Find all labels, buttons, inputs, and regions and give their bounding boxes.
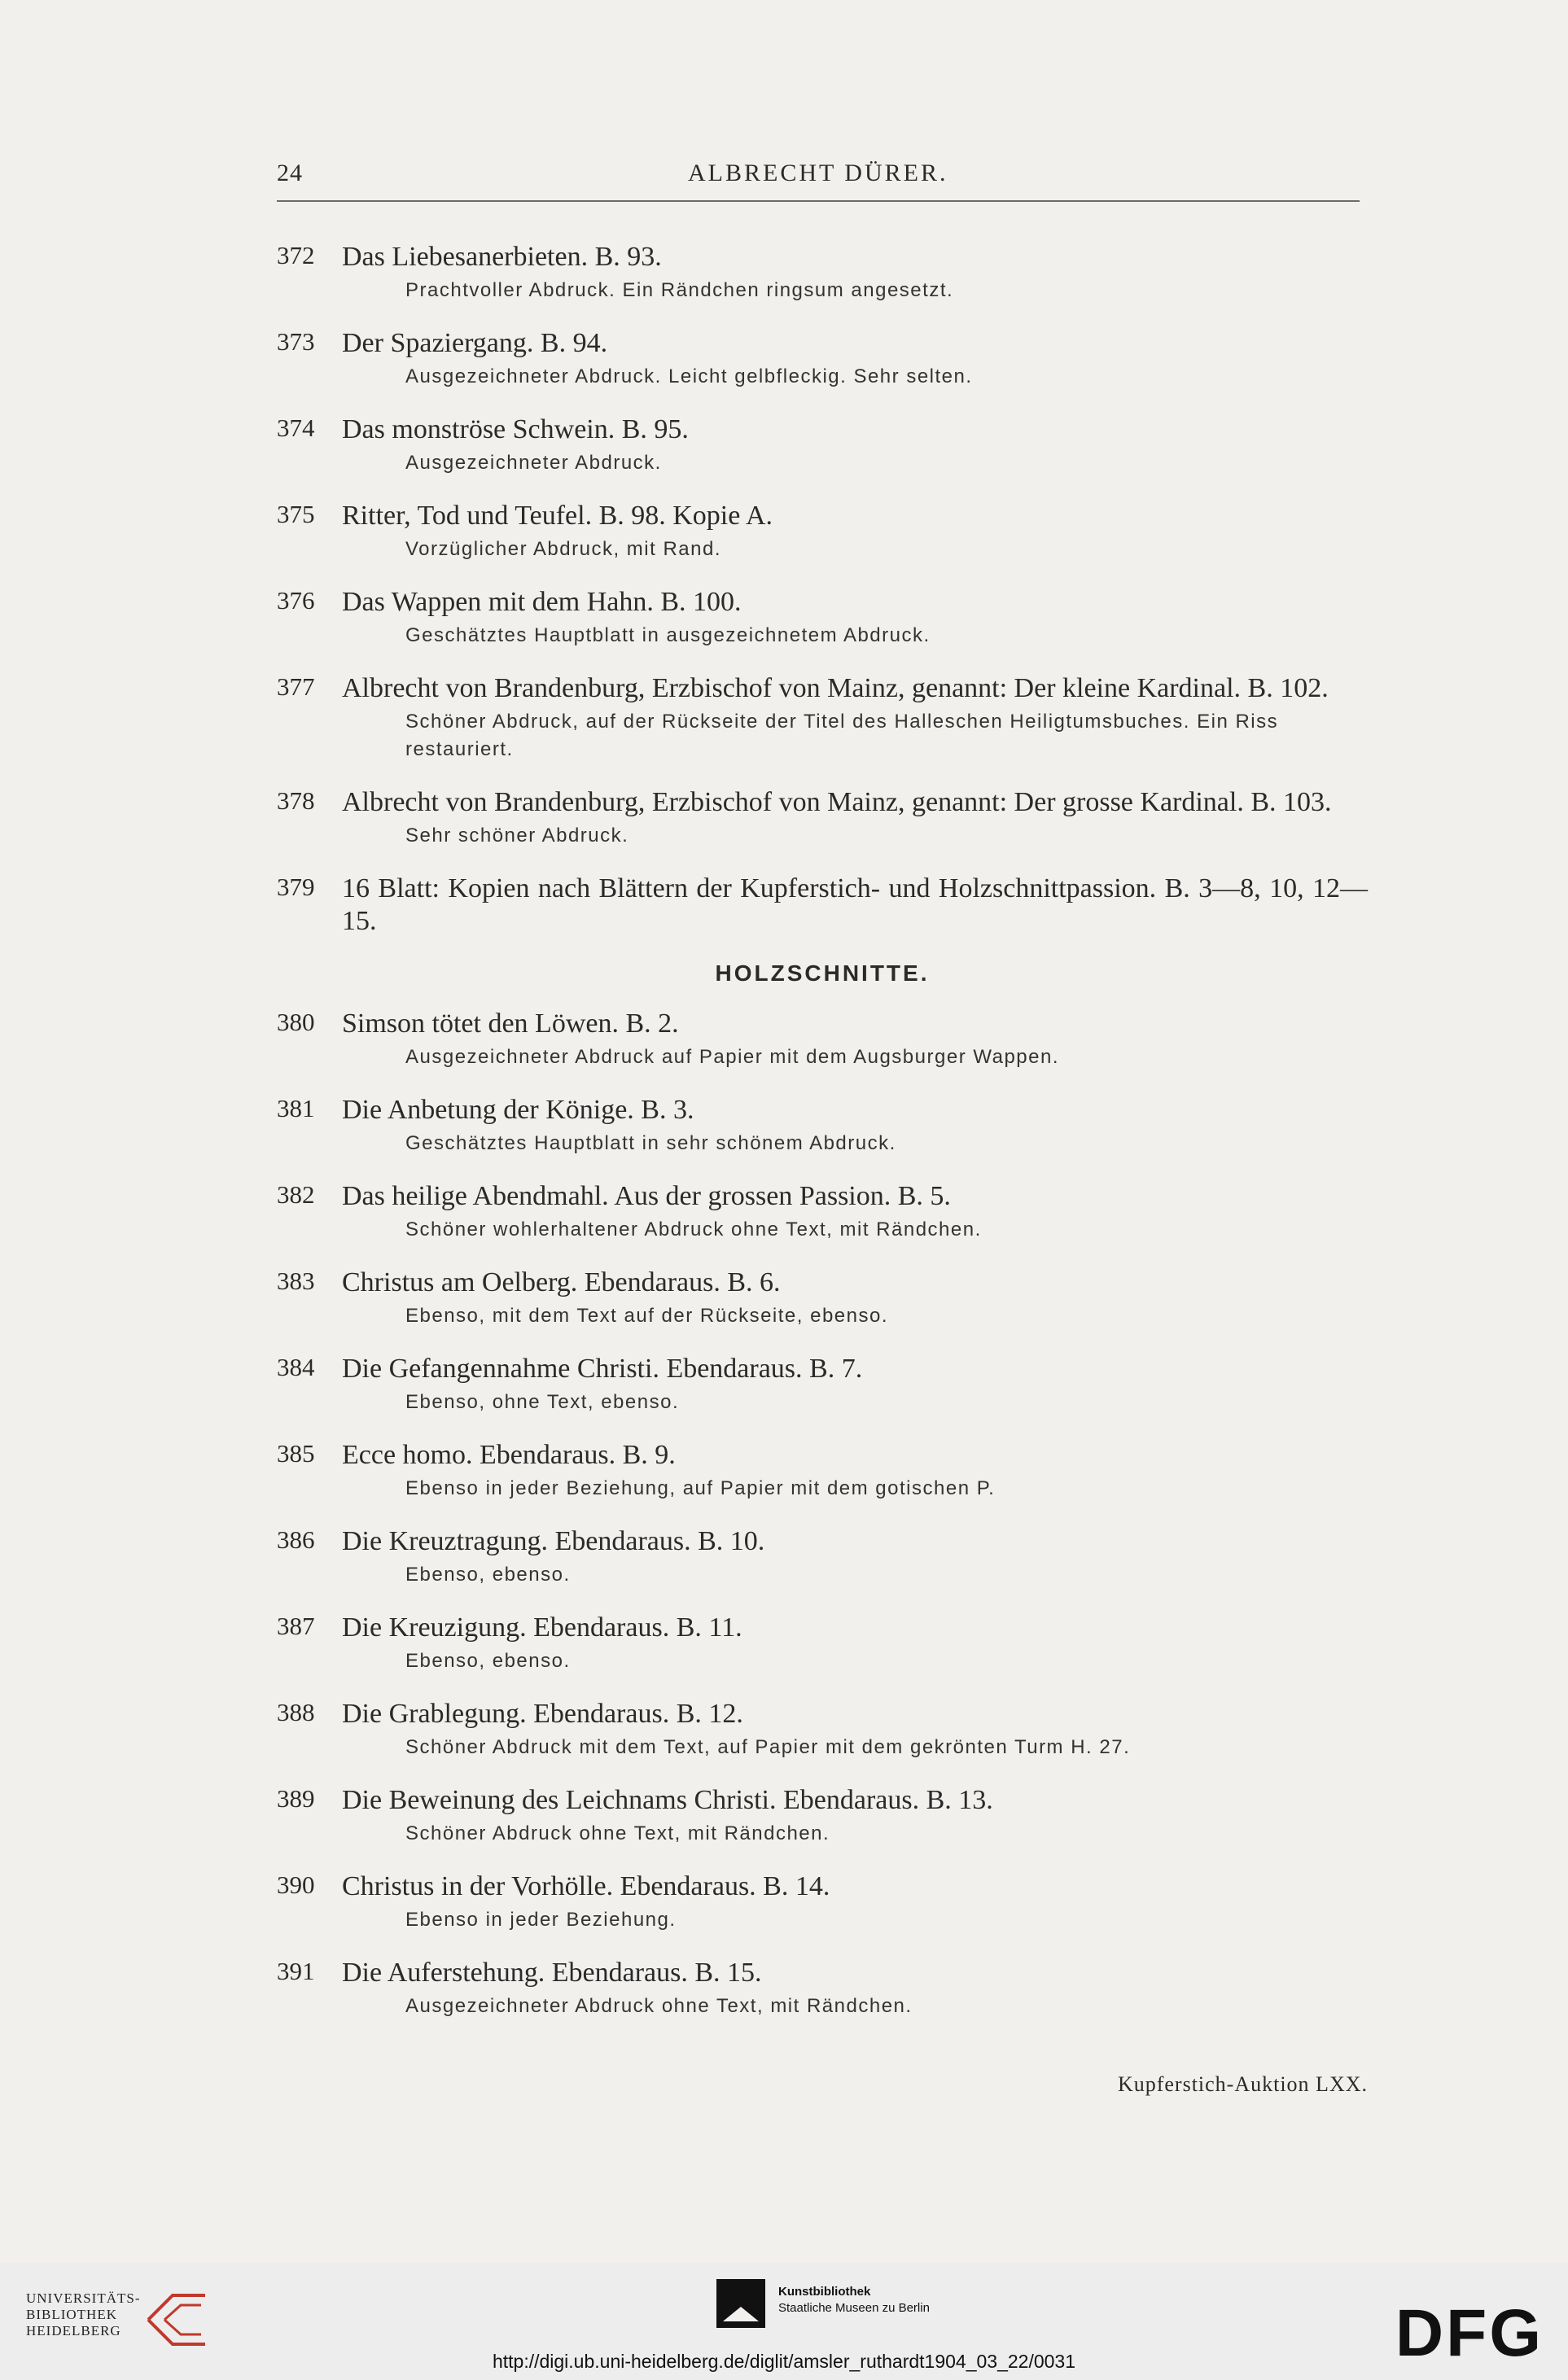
entry-note: Schöner Abdruck ohne Text, mit Rändchen. xyxy=(405,1822,830,1844)
entry-note: Prachtvoller Abdruck. Ein Rändchen ringsum angesetzt. xyxy=(405,279,954,301)
entry-note: Schöner Abdruck, auf der Rückseite der Titel des Halleschen Heiligtumsbuches. Ein Riss restauriert. xyxy=(405,711,1279,760)
entry-note: Ausgezeichneter Abdruck. xyxy=(405,452,662,474)
catalogue-entry xyxy=(277,672,1368,763)
running-title: ALBRECHT DÜRER. xyxy=(688,160,948,186)
entry-title: Die Gefangennahme Christi. Ebendaraus. B. 7. xyxy=(342,1354,863,1384)
catalogue-entry xyxy=(277,327,1368,391)
lot-number: 372 xyxy=(277,241,315,269)
entry-note: Sehr schöner Abdruck. xyxy=(405,825,629,847)
ub-heidelberg-logo[interactable] xyxy=(26,2287,213,2352)
entry-title: Die Grablegung. Ebendaraus. B. 12. xyxy=(342,1699,743,1729)
catalogue-entry xyxy=(277,1784,1368,1848)
entry-title: Albrecht von Brandenburg, Erzbischof von Mainz, genannt: Der grosse Kardinal. B. 103. xyxy=(342,787,1332,817)
entry-note: Schöner Abdruck mit dem Text, auf Papier mit dem gekrönten Turm H. 27. xyxy=(405,1736,1131,1758)
lot-number: 378 xyxy=(277,786,315,815)
dfg-logo[interactable]: DFG xyxy=(1395,2296,1544,2370)
lot-number: 389 xyxy=(277,1784,315,1813)
lot-number: 390 xyxy=(277,1870,315,1899)
lot-number: 391 xyxy=(277,1957,315,1985)
signature-line: Kupferstich-Auktion LXX. xyxy=(1117,2072,1368,2096)
lot-number: 384 xyxy=(277,1353,315,1381)
entry-note: Ausgezeichneter Abdruck. Leicht gelbfleckig. Sehr selten. xyxy=(405,365,973,387)
kunstbibliothek-text: Kunstbibliothek Staatliche Museen zu Berlin xyxy=(778,2285,930,2315)
catalogue-entry xyxy=(277,586,1368,650)
entry-note: Ebenso, mit dem Text auf der Rückseite, ebenso. xyxy=(405,1305,889,1327)
catalogue-entry xyxy=(277,873,1368,938)
catalogue-entry xyxy=(277,1439,1368,1503)
catalogue-entry xyxy=(277,1525,1368,1589)
lot-number: 386 xyxy=(277,1525,315,1554)
ub-logo-icon xyxy=(140,2287,213,2352)
entry-title: Christus am Oelberg. Ebendaraus. B. 6. xyxy=(342,1267,781,1297)
entry-note: Geschätztes Hauptblatt in ausgezeichnetem Abdruck. xyxy=(405,624,931,646)
entry-note: Vorzüglicher Abdruck, mit Rand. xyxy=(405,538,721,560)
catalogue-entries xyxy=(277,241,1368,2043)
catalogue-entry xyxy=(277,1008,1368,1071)
entry-title: Das heilige Abendmahl. Aus der grossen Passion. B. 5. xyxy=(342,1181,951,1211)
catalogue-entry xyxy=(277,500,1368,563)
catalogue-entry xyxy=(277,1957,1368,2020)
entry-note: Ausgezeichneter Abdruck auf Papier mit dem Augsburger Wappen. xyxy=(405,1046,1060,1068)
entry-title: Die Auferstehung. Ebendaraus. B. 15. xyxy=(342,1958,762,1988)
lot-number: 387 xyxy=(277,1612,315,1640)
lot-number: 374 xyxy=(277,413,315,442)
catalogue-entry xyxy=(277,1870,1368,1934)
entry-note: Ebenso, ohne Text, ebenso. xyxy=(405,1391,680,1413)
lot-number: 379 xyxy=(277,873,315,901)
entry-title: 16 Blatt: Kopien nach Blättern der Kupferstich- und Holzschnittpassion. B. 3—8, 10, 12—15. xyxy=(342,873,1368,936)
entry-title: Das Wappen mit dem Hahn. B. 100. xyxy=(342,587,742,617)
entry-title: Die Beweinung des Leichnams Christi. Ebendaraus. B. 13. xyxy=(342,1785,993,1815)
catalogue-entry xyxy=(277,1267,1368,1330)
catalogue-entry xyxy=(277,1094,1368,1157)
lot-number: 383 xyxy=(277,1267,315,1295)
lot-number: 375 xyxy=(277,500,315,528)
catalogue-entry xyxy=(277,1353,1368,1416)
woodcuts-list xyxy=(277,1008,1368,2020)
digitization-footer xyxy=(0,2263,1568,2380)
lot-number: 385 xyxy=(277,1439,315,1468)
entry-note: Schöner wohlerhaltener Abdruck ohne Text, mit Rändchen. xyxy=(405,1218,982,1240)
kunstbibliothek-icon xyxy=(716,2279,765,2328)
entry-note: Ebenso, ebenso. xyxy=(405,1650,571,1672)
lot-number: 388 xyxy=(277,1698,315,1726)
entry-title: Ritter, Tod und Teufel. B. 98. Kopie A. xyxy=(342,501,773,531)
section-heading: HOLZSCHNITTE. xyxy=(715,960,930,986)
entry-title: Das Liebesanerbieten. B. 93. xyxy=(342,242,662,272)
permalink-url[interactable]: http://digi.ub.uni-heidelberg.de/diglit/amsler_ruthardt1904_03_22/0031 xyxy=(492,2351,1076,2372)
lot-number: 382 xyxy=(277,1180,315,1209)
entry-note: Ebenso, ebenso. xyxy=(405,1564,571,1586)
catalogue-entry xyxy=(277,1180,1368,1244)
catalogue-entry xyxy=(277,413,1368,477)
catalogue-entry xyxy=(277,241,1368,304)
lot-number: 377 xyxy=(277,672,315,701)
entry-note: Ebenso in jeder Beziehung, auf Papier mit dem gotischen P. xyxy=(405,1477,996,1499)
entry-note: Ausgezeichneter Abdruck ohne Text, mit Rändchen. xyxy=(405,1995,913,2017)
page-number: 24 xyxy=(277,160,303,186)
entry-title: Der Spaziergang. B. 94. xyxy=(342,328,608,358)
entry-title: Ecce homo. Ebendaraus. B. 9. xyxy=(342,1440,676,1470)
header-rule xyxy=(277,200,1360,202)
entry-title: Christus in der Vorhölle. Ebendaraus. B. 14. xyxy=(342,1871,830,1901)
entry-title: Die Kreuzigung. Ebendaraus. B. 11. xyxy=(342,1612,742,1643)
ub-heidelberg-text: UNIVERSITÄTS- BIBLIOTHEK HEIDELBERG xyxy=(26,2290,141,2338)
entry-title: Die Anbetung der Könige. B. 3. xyxy=(342,1095,694,1125)
entry-title: Die Kreuztragung. Ebendaraus. B. 10. xyxy=(342,1526,765,1556)
lot-number: 381 xyxy=(277,1094,315,1122)
lot-number: 380 xyxy=(277,1008,315,1036)
entry-note: Ebenso in jeder Beziehung. xyxy=(405,1909,677,1931)
entry-title: Albrecht von Brandenburg, Erzbischof von Mainz, genannt: Der kleine Kardinal. B. 102. xyxy=(342,673,1329,703)
entry-note: Geschätztes Hauptblatt in sehr schönem Abdruck. xyxy=(405,1132,896,1154)
catalogue-entry xyxy=(277,1612,1368,1675)
catalogue-entry xyxy=(277,1698,1368,1761)
entry-title: Das monströse Schwein. B. 95. xyxy=(342,414,689,444)
engravings-list xyxy=(277,241,1368,938)
lot-number: 376 xyxy=(277,586,315,615)
lot-number: 373 xyxy=(277,327,315,356)
entry-title: Simson tötet den Löwen. B. 2. xyxy=(342,1008,679,1039)
catalogue-entry xyxy=(277,786,1368,850)
